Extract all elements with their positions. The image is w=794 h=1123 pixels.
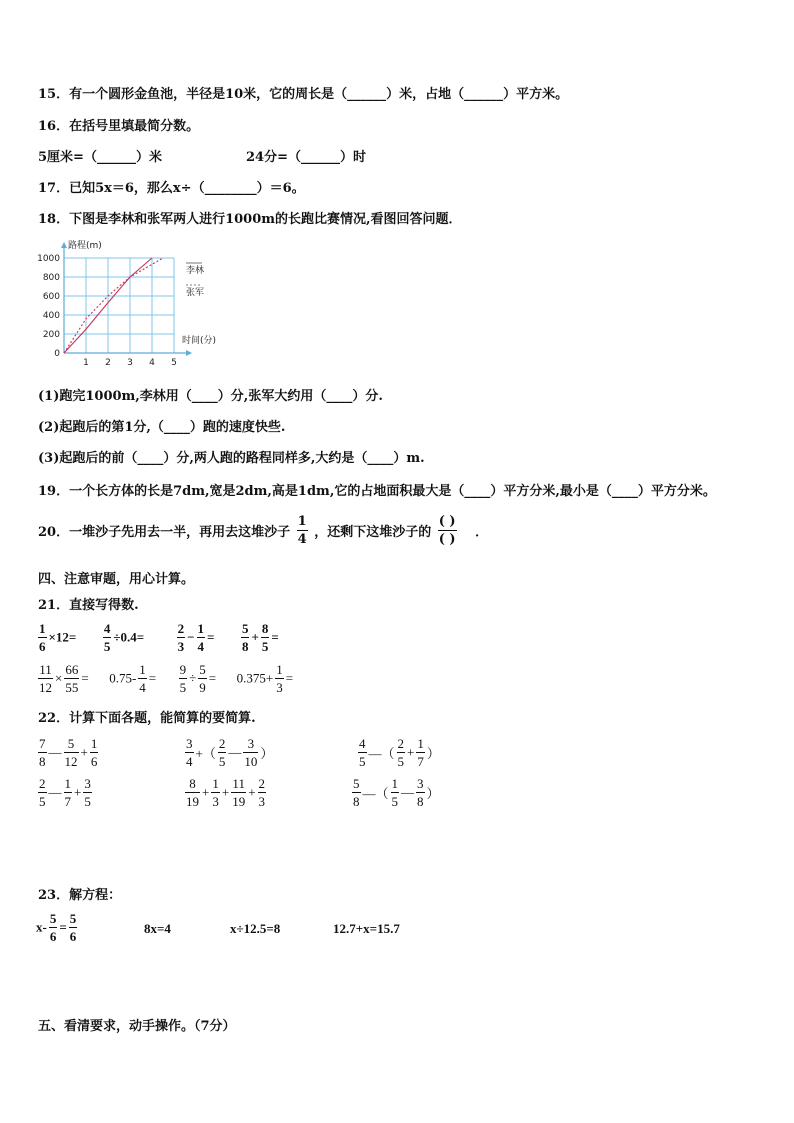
- series-line-zhangjun: [64, 258, 163, 353]
- question-17: 17．已知5x＝6，那么x÷（________）＝6。: [38, 181, 305, 196]
- q22-e: $\frac{8}{19}$ + $\frac{1}{3}$ + $\frac{11}{19}$ + $\frac{2}{3}$: [186, 776, 266, 809]
- question-20: [38, 513, 488, 548]
- question-18: 18．下图是李林和张军两人进行1000m的长跑比赛情况,看图回答问题．: [38, 212, 462, 227]
- q22-a: $\frac{7}{8}$ — $\frac{5}{12}$ + $\frac{1}{6}$: [39, 736, 98, 769]
- q22-f: $\frac{5}{8}$ —（ $\frac{1}{5}$ — $\frac{3}{8}$ ）: [353, 776, 440, 809]
- chart-grid: [64, 258, 174, 353]
- x-axis-label: 时间(分): [182, 336, 217, 346]
- q22-d: $\frac{2}{5}$ — $\frac{1}{7}$ + $\frac{3}{5}$: [39, 776, 91, 809]
- question-18-1: (1)跑完1000m,李林用（____）分,张军大约用（____）分.: [38, 389, 383, 404]
- q23-equation-4: 12.7+x=15.7: [333, 921, 400, 936]
- q20-fraction-blank: ( ) ( ): [438, 514, 456, 547]
- y-tick-label: 1000: [37, 254, 60, 264]
- q22-c: $\frac{4}{5}$ —（ $\frac{2}{5}$ + $\frac{1}{7}$ ）: [359, 736, 440, 769]
- q20-text-c: ．: [475, 525, 489, 540]
- x-tick-label: 5: [171, 358, 177, 368]
- q23-equation-1: x- $\frac{5}{6}$ = $\frac{5}{6}$: [36, 911, 77, 944]
- q20-fraction-quarter: $\frac{1}{4}$: [297, 514, 307, 547]
- question-19: 19．一个长方体的长是7dm,宽是2dm,高是1dm,它的占地面积最大是（____）平方分米,最小是（____）平方分米。: [38, 484, 716, 499]
- q21-row2: $\frac{11}{12}$ × $\frac{66}{55}$ = 0.75- $\frac{1}{4}$ = $\frac{9}{5}$ ÷ $\frac{5}{9}$ = 0.375+ $\frac{1}{3}$ =: [39, 662, 294, 695]
- question-16b: 24分=（______）时: [246, 150, 366, 165]
- x-tick-label: 4: [149, 358, 155, 368]
- question-16a: 5厘米=（______）米: [38, 150, 162, 165]
- x-tick-label: 2: [105, 358, 111, 368]
- y-axis-arrow: [61, 242, 67, 248]
- question-21: 21．直接写得数.: [38, 598, 139, 613]
- y-tick-label: 600: [42, 292, 60, 302]
- section-5-title: 五、看清要求，动手操作。（7分）: [38, 1019, 236, 1034]
- q21-row1: $\frac{1}{6}$ ×12= $\frac{4}{5}$ ÷0.4= $\frac{2}{3}$ − $\frac{1}{4}$ = $\frac{5}{8}$ + $\frac{8}{5}$ =: [39, 621, 279, 654]
- question-16: 16．在括号里填最简分数。: [38, 119, 200, 134]
- y-axis-label: 路程(m): [68, 241, 102, 251]
- y-tick-label: 200: [42, 330, 60, 340]
- race-line-chart: [28, 238, 243, 368]
- x-axis-arrow: [186, 350, 192, 356]
- section-4-title: 四、注意审题，用心计算。: [38, 572, 195, 587]
- q20-text-a: 20．一堆沙子先用去一半，再用去这堆沙子: [38, 525, 291, 540]
- question-18-2: (2)起跑后的第1分,（____）跑的速度快些.: [38, 420, 286, 435]
- q23-equation-3: x÷12.5=8: [230, 921, 281, 936]
- legend-label: 李林: [186, 266, 205, 276]
- question-23: 23．解方程：: [38, 888, 122, 903]
- x-tick-label: 1: [83, 358, 89, 368]
- x-tick-label: 3: [127, 358, 133, 368]
- q22-b: $\frac{3}{4}$ +（ $\frac{2}{5}$ — $\frac{3}{10}$ ）: [186, 736, 274, 769]
- question-22: 22．计算下面各题，能简算的要简算.: [38, 711, 256, 726]
- legend-label: 张军: [186, 288, 205, 298]
- y-tick-label: 800: [42, 273, 60, 283]
- q23-equation-2: 8x=4: [144, 921, 171, 936]
- chart-series: [64, 258, 163, 353]
- question-15: 15．有一个圆形金鱼池，半径是10米，它的周长是（______）米，占地（______）平方米。: [38, 87, 569, 102]
- q20-text-b: ，还剩下这堆沙子的: [314, 525, 432, 540]
- y-tick-label: 400: [42, 311, 60, 321]
- y-tick-label: 0: [54, 349, 60, 359]
- question-18-3: (3)起跑后的前（____）分,两人跑的路程同样多,大约是（____）m.: [38, 451, 425, 466]
- chart-axes: [61, 242, 192, 356]
